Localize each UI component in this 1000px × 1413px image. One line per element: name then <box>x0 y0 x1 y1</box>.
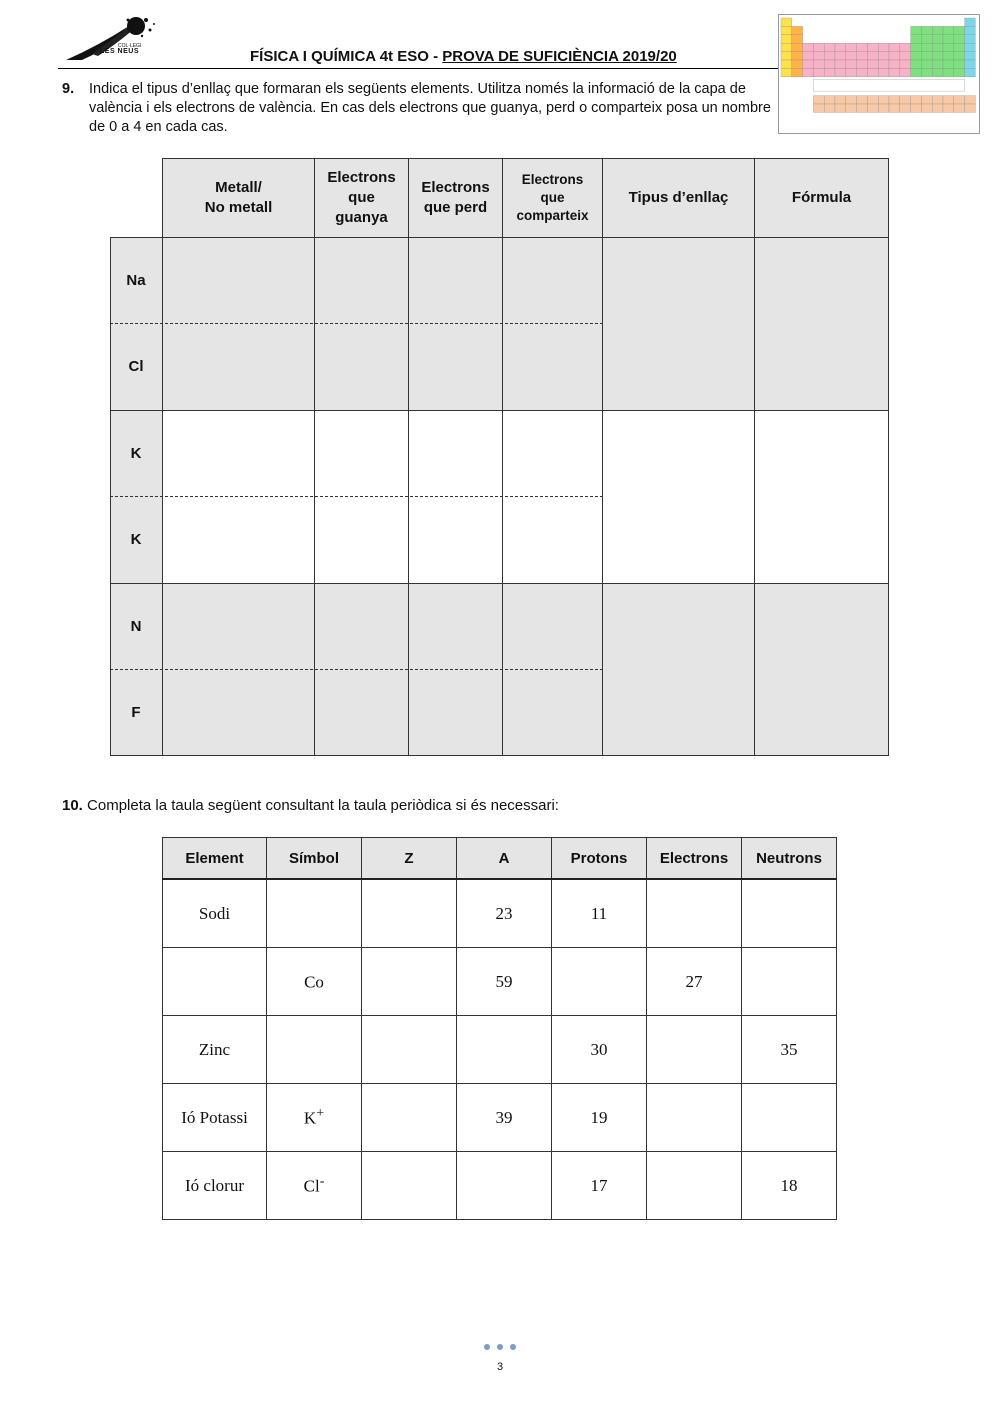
grid-line <box>110 755 889 756</box>
grid-line <box>754 237 755 756</box>
periodic-cell <box>846 52 857 60</box>
periodic-cell <box>792 52 803 60</box>
row-label-k1: K <box>130 444 142 462</box>
header-divider <box>58 68 778 69</box>
periodic-cell <box>846 60 857 68</box>
grid-line <box>888 237 889 756</box>
periodic-cell <box>965 43 976 51</box>
simbol-text: Co <box>304 972 324 992</box>
periodic-cell <box>932 96 943 104</box>
cell-simbol <box>267 1016 362 1084</box>
row-label-k2: K <box>130 530 142 548</box>
bond-table <box>110 158 889 757</box>
table-row <box>163 1084 837 1152</box>
periodic-cell <box>803 52 814 60</box>
periodic-cell <box>900 52 911 60</box>
periodic-cell <box>878 60 889 68</box>
periodic-cell <box>878 68 889 76</box>
periodic-cell <box>965 52 976 60</box>
school-logo <box>62 14 172 66</box>
cell-z <box>362 1016 457 1084</box>
periodic-cell <box>878 43 889 51</box>
cell-protons: 19 <box>552 1084 647 1152</box>
periodic-cell <box>965 68 976 76</box>
periodic-cell <box>813 52 824 60</box>
periodic-cell <box>900 60 911 68</box>
header-title-underlined: PROVA DE SUFICIÈNCIA 2019/20 <box>442 48 677 65</box>
periodic-cell <box>954 104 965 112</box>
periodic-cell <box>965 26 976 34</box>
periodic-cell <box>943 35 954 43</box>
periodic-cell <box>781 35 792 43</box>
periodic-cell <box>781 43 792 51</box>
periodic-cell <box>921 26 932 34</box>
cell-a <box>457 1152 552 1220</box>
periodic-cell <box>954 35 965 43</box>
periodic-cell <box>824 104 835 112</box>
periodic-cell <box>954 68 965 76</box>
cell-a: 59 <box>457 948 552 1016</box>
periodic-cell <box>803 60 814 68</box>
periodic-cell <box>889 104 900 112</box>
periodic-cell <box>835 60 846 68</box>
periodic-cell <box>943 43 954 51</box>
page-dots-icon <box>483 1342 517 1352</box>
cell-protons: 30 <box>552 1016 647 1084</box>
periodic-cell <box>943 52 954 60</box>
periodic-cell <box>824 60 835 68</box>
cell-neutrons <box>742 879 837 948</box>
periodic-cell <box>932 104 943 112</box>
periodic-cell <box>954 96 965 104</box>
periodic-cell <box>943 104 954 112</box>
periodic-cell <box>857 96 868 104</box>
periodic-cell <box>824 52 835 60</box>
header-title-prefix: FÍSICA I QUÍMICA 4t ESO - <box>250 48 443 65</box>
periodic-cell <box>943 68 954 76</box>
periodic-cell <box>824 68 835 76</box>
periodic-cell <box>889 43 900 51</box>
col-protons: Protons <box>552 838 647 880</box>
col-z: Z <box>362 838 457 880</box>
periodic-cell <box>781 68 792 76</box>
table-row <box>163 948 837 1016</box>
periodic-cell <box>835 96 846 104</box>
periodic-cell <box>911 68 922 76</box>
periodic-cell <box>965 96 976 104</box>
periodic-cell <box>932 52 943 60</box>
periodic-cell <box>921 68 932 76</box>
col-header-metall: Metall/ No metall <box>162 158 315 238</box>
periodic-cell <box>921 43 932 51</box>
periodic-cell <box>835 68 846 76</box>
periodic-cell <box>846 68 857 76</box>
col-header-formula: Fórmula <box>754 158 889 238</box>
periodic-cell <box>781 26 792 34</box>
periodic-cell <box>921 52 932 60</box>
periodic-cell <box>965 60 976 68</box>
cell-electrons <box>647 1016 742 1084</box>
cell-z <box>362 1152 457 1220</box>
periodic-cell <box>965 18 976 26</box>
cell-element: Ió Potassi <box>163 1084 267 1152</box>
cell-electrons <box>647 879 742 948</box>
periodic-cell <box>813 60 824 68</box>
periodic-cell <box>965 35 976 43</box>
cell-simbol <box>267 1152 362 1220</box>
dashed-separator <box>110 496 603 497</box>
periodic-cell <box>889 68 900 76</box>
cell-z <box>362 948 457 1016</box>
element-table-header <box>163 838 837 880</box>
periodic-cell <box>867 68 878 76</box>
cell-neutrons <box>742 1084 837 1152</box>
periodic-cell <box>954 26 965 34</box>
periodic-cell <box>878 52 889 60</box>
periodic-cell <box>792 26 803 34</box>
cell-element <box>163 948 267 1016</box>
periodic-cell <box>835 52 846 60</box>
grid-line <box>110 237 162 238</box>
page-number: 3 <box>496 1361 504 1373</box>
periodic-cell <box>911 96 922 104</box>
element-table <box>162 837 837 1220</box>
periodic-cell <box>867 104 878 112</box>
periodic-cell <box>792 35 803 43</box>
periodic-cell <box>921 104 932 112</box>
periodic-cell <box>878 96 889 104</box>
periodic-cell <box>824 96 835 104</box>
periodic-cell <box>911 26 922 34</box>
cell-protons: 17 <box>552 1152 647 1220</box>
grid-line <box>110 410 889 411</box>
logo-school-name: LES NEUS <box>100 48 140 55</box>
periodic-cell <box>846 104 857 112</box>
question-10 <box>62 797 559 814</box>
col-header-tipus: Tipus d’enllaç <box>602 158 755 238</box>
periodic-cell <box>889 96 900 104</box>
periodic-cell <box>792 60 803 68</box>
periodic-table-image <box>778 14 980 134</box>
row-label-na: Na <box>126 271 146 289</box>
table-row <box>163 879 837 948</box>
periodic-cell <box>813 68 824 76</box>
question-9-number: 9. <box>62 81 75 97</box>
periodic-cell <box>900 104 911 112</box>
col-header-guanya: Electrons que guanya <box>314 158 409 238</box>
periodic-cell <box>792 68 803 76</box>
periodic-cell <box>878 104 889 112</box>
periodic-legend <box>813 79 964 91</box>
periodic-cell <box>835 43 846 51</box>
cell-a <box>457 1016 552 1084</box>
periodic-cell <box>813 43 824 51</box>
periodic-cell <box>954 52 965 60</box>
periodic-cell <box>813 104 824 112</box>
periodic-cell <box>921 60 932 68</box>
col-a: A <box>457 838 552 880</box>
periodic-cell <box>824 43 835 51</box>
periodic-cell <box>781 18 792 26</box>
periodic-cell <box>900 43 911 51</box>
cell-z <box>362 1084 457 1152</box>
cell-electrons <box>647 1152 742 1220</box>
question-10-text: Completa la taula següent consultant la taula periòdica si és necessari: <box>87 797 559 814</box>
periodic-cell <box>857 60 868 68</box>
periodic-cell <box>867 96 878 104</box>
cell-element: Sodi <box>163 879 267 948</box>
periodic-cell <box>781 52 792 60</box>
periodic-cell <box>932 60 943 68</box>
periodic-cell <box>857 43 868 51</box>
periodic-cell <box>932 26 943 34</box>
question-10-number: 10. <box>62 797 83 814</box>
cell-z <box>362 879 457 948</box>
col-simbol: Símbol <box>267 838 362 880</box>
periodic-cell <box>911 52 922 60</box>
cell-simbol <box>267 948 362 1016</box>
cell-a: 23 <box>457 879 552 948</box>
grid-line <box>110 583 889 584</box>
cell-a: 39 <box>457 1084 552 1152</box>
periodic-cell <box>813 96 824 104</box>
periodic-cell <box>889 60 900 68</box>
table-row <box>163 1016 837 1084</box>
simbol-charge: - <box>319 1174 325 1190</box>
periodic-cell <box>857 104 868 112</box>
periodic-cell <box>932 68 943 76</box>
periodic-cell <box>792 43 803 51</box>
question-9-text: Indica el tipus d’enllaç que formaran els següents elements. Utilitza només la informació de la capa de valència i els electrons de valència. En cas dels electrons que guanya, perd o comparteix posa un nombre de 0 a 4 en cada cas. <box>89 81 771 135</box>
periodic-cell <box>867 60 878 68</box>
periodic-cell <box>911 35 922 43</box>
periodic-cell <box>857 68 868 76</box>
cell-neutrons <box>742 948 837 1016</box>
periodic-cell <box>932 35 943 43</box>
simbol-text: Cl <box>303 1176 320 1196</box>
periodic-cell <box>900 68 911 76</box>
periodic-cell <box>857 52 868 60</box>
periodic-cell <box>867 52 878 60</box>
cell-element: Zinc <box>163 1016 267 1084</box>
cell-electrons <box>647 1084 742 1152</box>
cell-electrons: 27 <box>647 948 742 1016</box>
cell-neutrons: 35 <box>742 1016 837 1084</box>
cell-neutrons: 18 <box>742 1152 837 1220</box>
page-header-title <box>250 48 677 65</box>
simbol-text: K <box>303 1108 317 1128</box>
cell-simbol <box>267 1084 362 1152</box>
periodic-cell <box>943 26 954 34</box>
periodic-cell <box>867 43 878 51</box>
cell-element: Ió clorur <box>163 1152 267 1220</box>
periodic-cell <box>965 104 976 112</box>
periodic-cell <box>846 96 857 104</box>
col-element: Element <box>163 838 267 880</box>
cell-protons: 11 <box>552 879 647 948</box>
periodic-cell <box>803 43 814 51</box>
periodic-cell <box>943 60 954 68</box>
dashed-separator <box>110 669 603 670</box>
row-label-f: F <box>131 703 141 721</box>
periodic-cell <box>954 43 965 51</box>
periodic-cell <box>911 60 922 68</box>
logo-school-small: COL·LEGI <box>118 43 142 49</box>
periodic-cell <box>932 43 943 51</box>
col-neutrons: Neutrons <box>742 838 837 880</box>
dashed-separator <box>110 323 603 324</box>
table-row <box>163 1152 837 1220</box>
cell-protons <box>552 948 647 1016</box>
periodic-cell <box>889 52 900 60</box>
periodic-cell <box>911 43 922 51</box>
col-header-perd: Electrons que perd <box>408 158 503 238</box>
periodic-cell <box>911 104 922 112</box>
row-label-cl: Cl <box>128 357 144 375</box>
periodic-cell <box>781 60 792 68</box>
periodic-cell <box>835 104 846 112</box>
cell-simbol <box>267 879 362 948</box>
col-electrons: Electrons <box>647 838 742 880</box>
periodic-cell <box>921 96 932 104</box>
periodic-cell <box>803 68 814 76</box>
periodic-cell <box>954 60 965 68</box>
row-label-n: N <box>130 617 142 635</box>
periodic-cell <box>900 96 911 104</box>
simbol-charge: + <box>316 1106 325 1122</box>
periodic-cell <box>943 96 954 104</box>
periodic-cell <box>921 35 932 43</box>
periodic-cell <box>846 43 857 51</box>
col-header-comparteix: Electrons que comparteix <box>502 158 603 238</box>
